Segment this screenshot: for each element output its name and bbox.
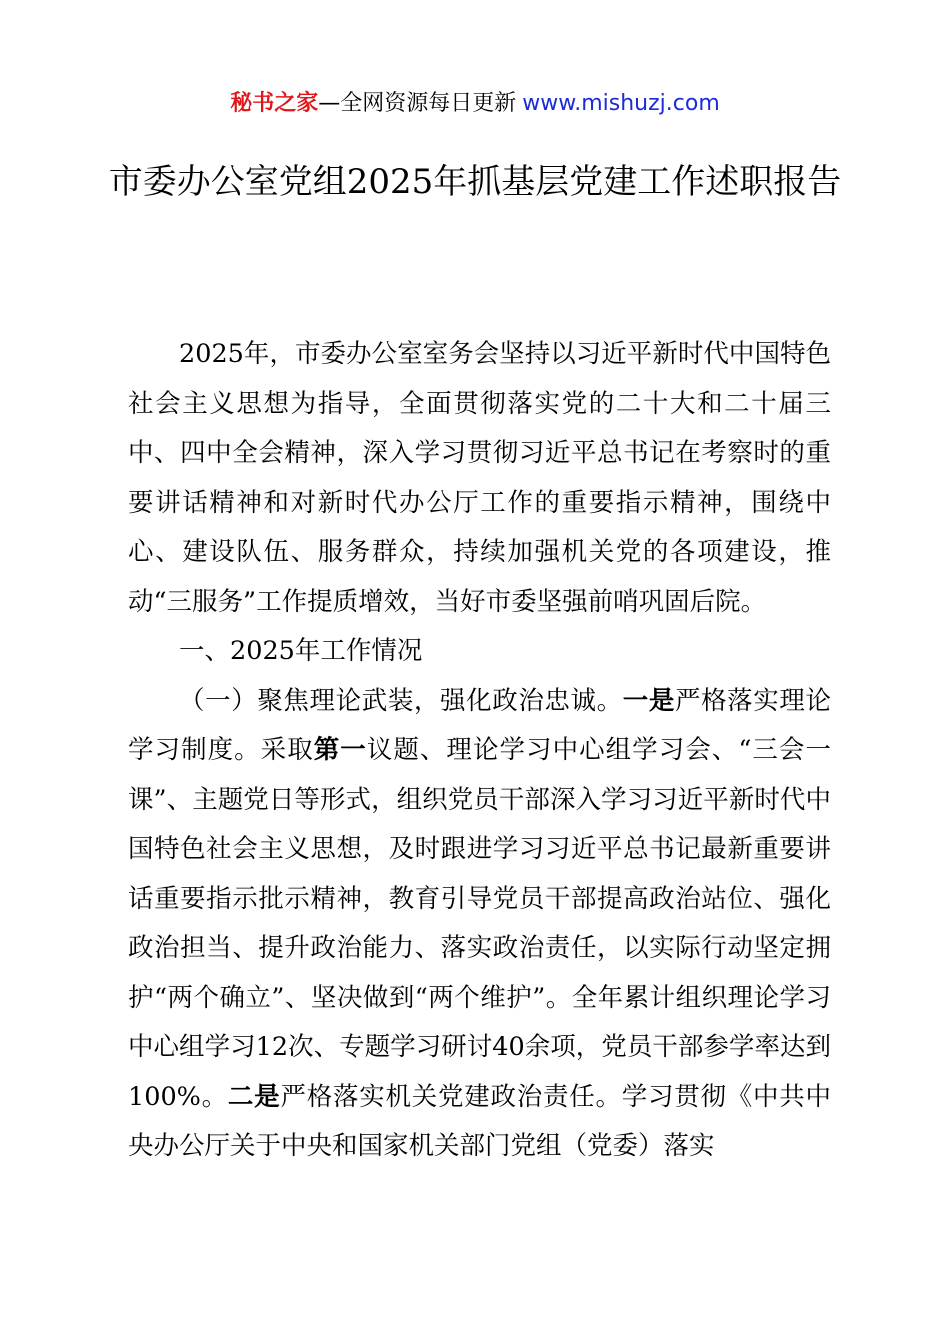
point1-lead: 一是 <box>622 685 675 716</box>
point1-text-a: 严格落实理论学习制度。采取 <box>128 685 831 765</box>
point2-text: 严格落实机关党建政治责任。学习贯彻《中共中央办公厅关于中央和国家机关部门党组（党委）落实 <box>128 1081 831 1161</box>
document-title: 市委办公室党组2025年抓基层党建工作述职报告 <box>108 162 842 202</box>
point1-text-b: 议题、理论学习中心组学习会、“三会一课”、主题党日等形式，组织党员干部深入学习习近平新时代中国特色社会主义思想，及时跟进学习习近平总书记最新重要讲话重要指示批示精神，教育引导党员干部提高政治站位、强化政治担当、提升政治能力、落实政治责任，以实际行动坚定拥护“两个确立”、坚决做到“两个维护”。全年累计组织理论学习中心组学习12次、专题学习研讨40余项，党员干部参学率达到100%。 <box>128 735 831 1112</box>
point1-bold-word: 第一 <box>313 735 367 765</box>
site-header <box>0 88 950 120</box>
section-heading: 一、2025年工作情况 <box>179 636 423 666</box>
brand-name: 秘书之家 <box>230 91 319 116</box>
subsection-paragraph <box>128 677 831 1172</box>
header-tagline: —全网资源每日更新 <box>318 91 517 116</box>
site-url-link[interactable]: www.mishuzj.com <box>522 91 720 116</box>
subsection-heading: （一）聚焦理论武装，强化政治忠诚。 <box>179 685 623 716</box>
document-body <box>128 330 831 1172</box>
intro-paragraph: 2025年，市委办公室室务会坚持以习近平新时代中国特色社会主义思想为指导，全面贯彻落实党的二十大和二十届三中、四中全会精神，深入学习贯彻习近平总书记在考察时的重要讲话精神和对新时代办公厅工作的重要指示精神，围绕中心、建设队伍、服务群众，持续加强机关党的各项建设，推动“三服务”工作提质增效，当好市委坚强前哨巩固后院。 <box>128 339 831 617</box>
point2-lead: 二是 <box>227 1081 281 1112</box>
